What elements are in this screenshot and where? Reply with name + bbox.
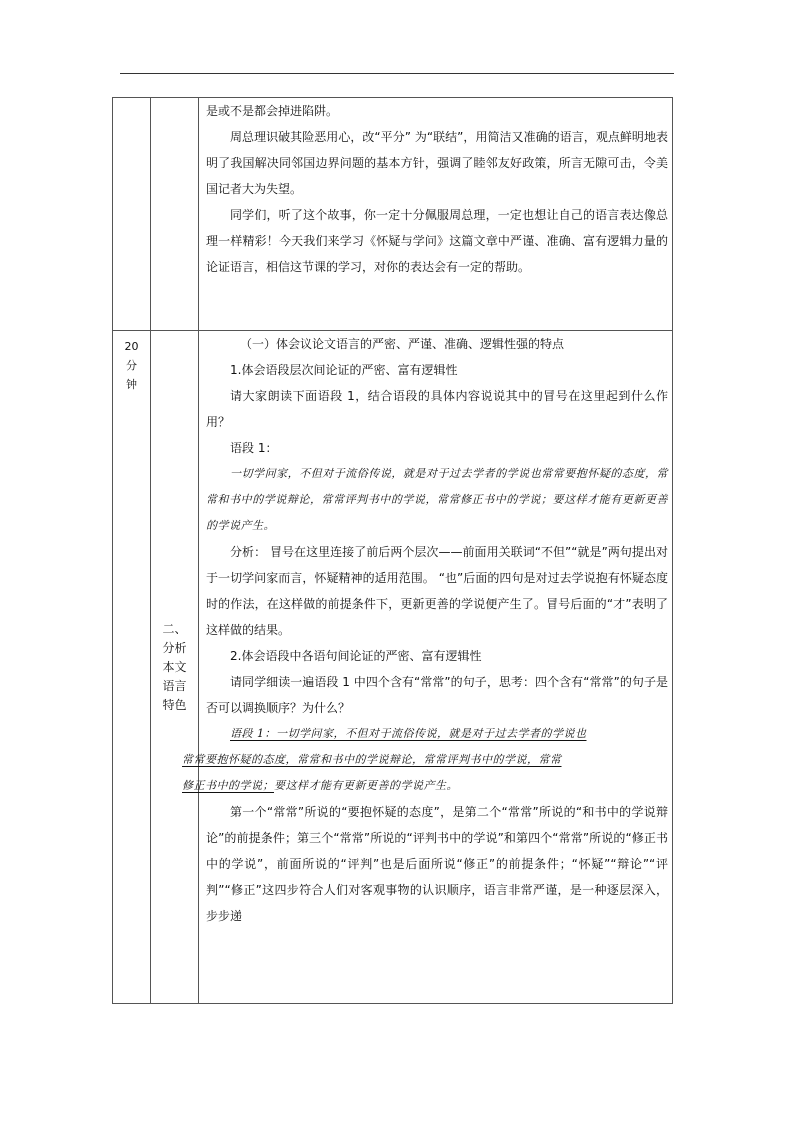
lesson-plan-table: [112, 97, 673, 1004]
answer-text: 第一个“常常”所说的“要抱怀疑的态度”，是第二个“常常”所说的“和书中的学说辩论”的前提条件；第三个“常常”所说的“评判书中的学说”和第四个“常常”所说的“修正书中的学说”，前面所说的“评判”也是后面所说“修正”的前提条件；“怀疑”“辩论”“评判”“修正”这四步符合人们对客观事物的认识顺序，语言非常严谨，是一种逐层深入，步步递: [206, 805, 668, 923]
quote-label: 语段 1：: [230, 441, 278, 455]
subheading: 2.体会语段中各语句间论证的严密、富有逻辑性: [230, 649, 482, 663]
time-unit: 钟: [126, 378, 137, 391]
section-label: 本文: [162, 659, 187, 674]
table-row: [113, 331, 673, 1004]
quote-text: [182, 721, 668, 799]
header-rule: [120, 73, 674, 74]
section-heading: （一）体会议论文语言的严密、严谨、准确、逻辑性强的特点: [240, 337, 565, 351]
section-cell: [151, 98, 199, 331]
quote-underlined: 修正书中的学说；: [182, 779, 274, 792]
analysis-text: 分析： 冒号在这里连接了前后两个层次——前面用关联词“不但”“就是”两句提出对于一切学问家而言，怀疑精神的适用范围。 “也”后面的四句是对过去学说抱有怀疑态度时的作法，在这样做的前提条件下，更新更善的学说便产生了。冒号后面的“才”表明了这样做的结果。: [206, 545, 668, 637]
time-unit: 分: [126, 359, 137, 372]
paragraph: 周总理识破其险恶用心，改“平分” 为“联结”，用简洁又准确的语言，观点鲜明地表明了我国解决同邻国边界问题的基本方针，强调了睦邻友好政策，所言无隙可击，令美国记者大为失望。: [206, 130, 668, 196]
quote-underlined: 常常要抱怀疑的态度，常常和书中的学说辩论，常常评判书中的学说，常常: [182, 753, 562, 766]
section-cell: [151, 331, 199, 1004]
time-cell: [113, 98, 151, 331]
section-label: 分析: [162, 640, 187, 655]
subheading: 1.体会语段层次间论证的严密、富有逻辑性: [230, 363, 458, 377]
content-cell: [182, 331, 673, 1004]
section-label: 语言: [162, 678, 187, 693]
section-label: 特色: [162, 697, 187, 712]
task-text: 请同学细读一遍语段 1 中四个含有“常常”的句子，思考：四个含有“常常”的句子是否可以调换顺序？为什么？: [206, 675, 668, 715]
content-cell: [199, 98, 673, 331]
quote-underlined: 语段 1：一切学问家，不但对于流俗传说，就是对于过去学者的学说也: [230, 727, 587, 740]
quote-text-end: 要这样才能有更新更善的学说产生。: [274, 779, 458, 792]
paragraph: 同学们，听了这个故事，你一定十分佩服周总理，一定也想让自己的语言表达像总理一样精彩！今天我们来学习《怀疑与学问》这篇文章中严谨、准确、富有逻辑力量的论证语言，相信这节课的学习，对你的表达会有一定的帮助。: [206, 208, 668, 274]
task-text: 请大家朗读下面语段 1，结合语段的具体内容说说其中的冒号在这里起到什么作用？: [206, 389, 668, 429]
section-label: 二、: [162, 621, 187, 636]
quote-text: 一切学问家，不但对于流俗传说，就是对于过去学者的学说也常常要抱怀疑的态度，常常和书中的学说辩论，常常评判书中的学说，常常修正书中的学说；要这样才能有更新更善的学说产生。: [206, 467, 668, 532]
table-row: [113, 98, 673, 331]
time-value: 20: [124, 340, 139, 353]
paragraph: 是或不是都会掉进陷阱。: [206, 104, 339, 118]
time-cell: [113, 331, 151, 1004]
